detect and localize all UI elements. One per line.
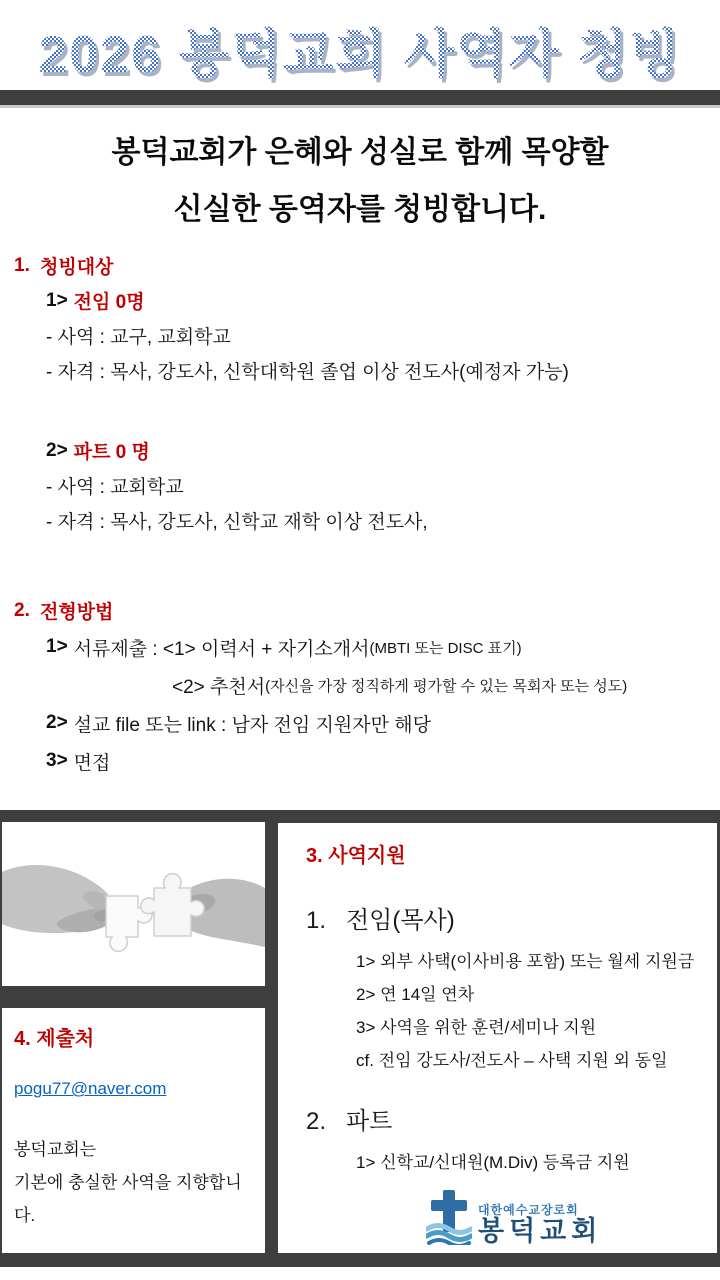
poster-subtitle: [0, 124, 720, 238]
church-logo-text: [478, 1204, 602, 1245]
poster-title: 2026 봉덕교회 사역자 청빙: [0, 12, 720, 87]
bottom-section: [0, 810, 720, 1267]
section-support-heading: 3. 사역지원: [306, 845, 406, 867]
section-process-heading: [14, 593, 712, 628]
top-divider-bar: [0, 90, 720, 108]
target-group-1-line: - 사역 : 교구, 교회학교: [46, 327, 231, 348]
support-group-1-title: 1. 전임(목사): [306, 907, 455, 934]
section-number: 2.: [14, 599, 30, 621]
target-group-1-line: - 자격 : 목사, 강도사, 신학대학원 졸업 이상 전도사(예정자 가능): [46, 362, 569, 383]
section-title: 전형방법: [40, 602, 114, 623]
subtitle-line-2: 신실한 동역자를 청빙합니다.: [173, 193, 547, 226]
spacer: [14, 388, 712, 433]
spacer: [14, 538, 712, 593]
email-link[interactable]: pogu77@naver.com: [14, 1079, 167, 1098]
target-group-2-title: 2> 파트 0 명: [46, 439, 150, 463]
church-logo: [426, 1189, 602, 1245]
hands-puzzle-photo: [2, 822, 265, 986]
subtitle-line-1: 봉덕교회가 은혜와 성실로 함께 목양할: [111, 136, 609, 169]
target-group-1-title: 1> 전임 0명: [46, 289, 145, 313]
support-group-1-lines: 1> 외부 사택(이사비용 포함) 또는 월세 지원금 2> 연 14일 연차 3> 사역을 위한 훈련/세미나 지원 cf. 전임 강도사/전도사 – 사택 지원 외 동일: [356, 952, 695, 1070]
section-number: 1.: [14, 254, 30, 276]
process-item: 1> 서류제출 : <1> 이력서 + 자기소개서 (MBTI 또는 DISC 표기): [46, 636, 522, 660]
target-group-2-line: - 사역 : 교회학교: [46, 477, 184, 498]
church-name-label: 봉덕교회: [478, 1215, 603, 1246]
support-group-2-title: 2. 파트: [306, 1108, 393, 1135]
main-content: [14, 248, 712, 780]
target-group-2-line: - 자격 : 목사, 강도사, 신학교 재학 이상 전도사,: [46, 512, 428, 533]
process-item: <2> 추천서 (자신을 가장 정직하게 평가할 수 있는 목회자 또는 성도): [172, 676, 628, 698]
denomination-label: 대한예수교장로회: [478, 1203, 579, 1218]
support-panel: [278, 823, 717, 1253]
support-group-2-lines: 1> 신학교/신대원(M.Div) 등록금 지원: [356, 1153, 630, 1172]
process-item: 3> 면접: [46, 750, 111, 774]
submit-panel: [2, 1008, 265, 1253]
section-targets-heading: [14, 248, 712, 283]
submit-note: 봉덕교회는 기본에 충실한 사역을 지향합니다.: [14, 1140, 242, 1225]
section-submit-heading: 4. 제출처: [14, 1028, 95, 1050]
section-title: 청빙대상: [40, 257, 114, 278]
cross-waves-icon: [426, 1189, 472, 1245]
process-item: 2> 설교 file 또는 link : 남자 전임 지원자만 해당: [46, 712, 431, 736]
hands-puzzle-illustration: [2, 822, 265, 986]
